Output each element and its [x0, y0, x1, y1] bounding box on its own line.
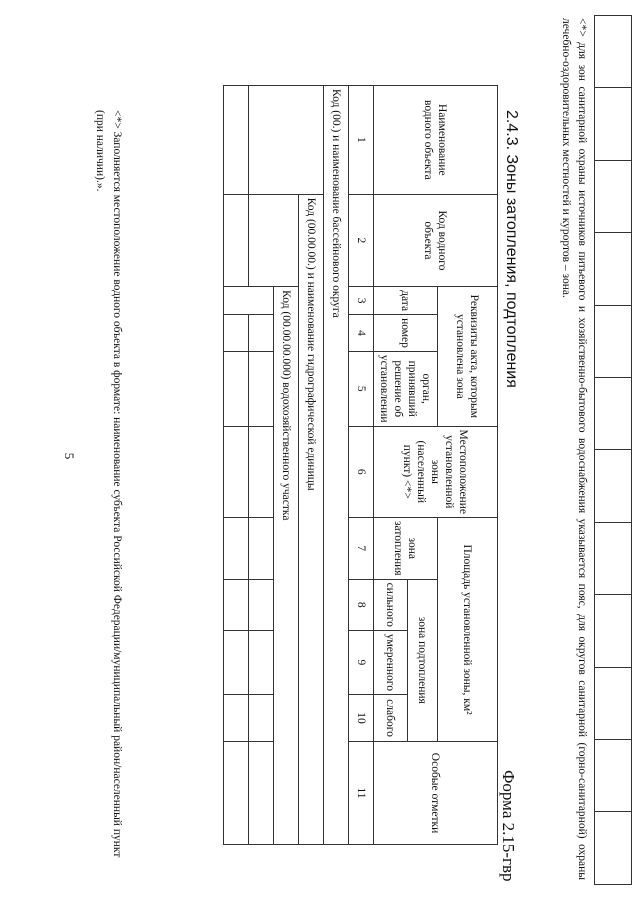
page-number: 5 [62, 452, 77, 460]
column-number: 9 [349, 630, 374, 694]
flood-zones-table [223, 85, 498, 845]
header-authority: орган, принявший решение об установлении [374, 351, 438, 426]
header-notes: Особые отметки [374, 742, 498, 845]
header-act: Реквизиты акта, которым установлена зона [438, 287, 498, 426]
column-number: 1 [349, 86, 374, 195]
column-number: 7 [349, 517, 374, 579]
hydro-row [299, 86, 324, 845]
column-number: 11 [349, 742, 374, 845]
header-location: Местоположение установленной зоны (населенный пункт) <*> [374, 426, 498, 517]
header-date: дата [374, 287, 438, 315]
bottom-footnote: <*> Заполняется местоположение водного объекта в формате: наименование субъекта Российской Федерации/муниципальный район/населенный пункт (при наличии).». [94, 110, 123, 858]
previous-table-fragment [594, 15, 632, 885]
basin-row [324, 86, 349, 845]
top-footnote: <*> для зон санитарной охраны источников питьевого и хозяйственно-бытового водоснабжения указывается пояс, для округов санитарной (горно-санитарной) охраны лечебно-оздоровительных местностей и курортов – зона. [560, 18, 588, 880]
header-weak: слабого [374, 694, 408, 741]
header-name: Наименование водного объекта [374, 86, 498, 195]
column-number: 8 [349, 579, 374, 630]
basin-row-label: Код (00.) и наименование бассейнового округа [324, 86, 349, 845]
table-row [249, 86, 274, 845]
header-moderate: умеренного [374, 630, 408, 694]
header-area: Площадь установленной зоны, км² [438, 517, 498, 741]
column-number: 3 [349, 287, 374, 315]
column-numbers-row [349, 86, 374, 845]
column-number: 4 [349, 315, 374, 352]
section-row [274, 86, 299, 845]
header-underflood: зона подтопления [408, 579, 438, 742]
form-label: Форма 2.15-гвр [499, 770, 518, 882]
column-number: 10 [349, 694, 374, 741]
header-flood: зона затопления [374, 517, 438, 579]
hydro-row-label: Код (00.00.00.) и наименование гидрографической единицы [299, 194, 324, 844]
header-strong: сильного [374, 579, 408, 630]
header-number: номер [374, 315, 438, 352]
section-row-label: Код (00.00.00.000) водохозяйственного участка [274, 287, 299, 845]
section-title: 2.4.3. Зоны затопления, подтопления [503, 110, 520, 388]
header-code: Код водного объекта [374, 194, 498, 286]
table-row [224, 86, 249, 845]
column-number: 2 [349, 194, 374, 286]
column-number: 6 [349, 426, 374, 517]
column-number: 5 [349, 351, 374, 426]
